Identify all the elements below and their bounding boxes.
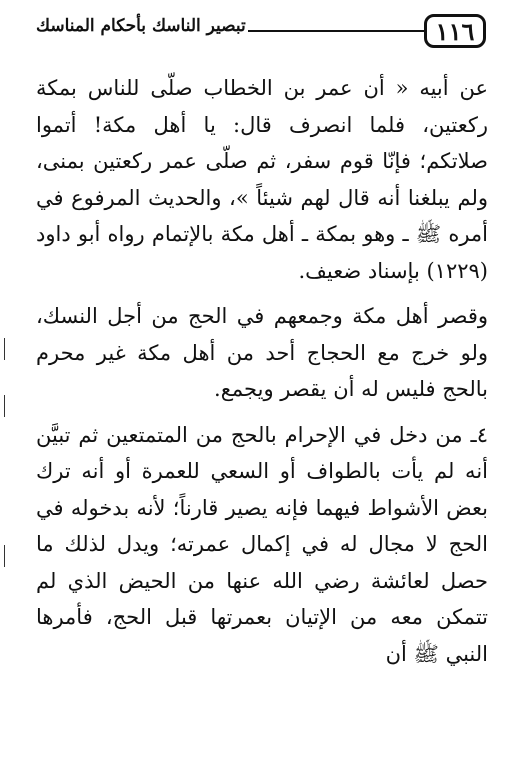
margin-mark bbox=[4, 545, 5, 567]
margin-mark bbox=[4, 395, 5, 417]
page-body bbox=[36, 70, 488, 672]
paragraph-2: وقصر أهل مكة وجمعهم في الحج من أجل النسك، ولو خرج مع الحجاج أحد من أهل مكة غير محرم بالحج فليس له أن يقصر ويجمع. bbox=[36, 304, 488, 401]
page-header bbox=[36, 12, 486, 52]
margin-mark bbox=[4, 338, 5, 360]
paragraph-1: عن أبيه « أن عمر بن الخطاب صلّى للناس بمكة ركعتين، فلما انصرف قال: يا أهل مكة! أتموا صلاتكم؛ فإنّا قوم سفر، ثم صلّى عمر ركعتين بمنى، ولم يبلغنا أنه قال لهم شيئاً »، والحديث المرفوع في أمره ﷺ ـ وهو بمكة ـ أهل مكة بالإتمام رواه أبو داود (١٢٢٩) بإسناد ضعيف. bbox=[36, 76, 488, 283]
header-rule bbox=[248, 30, 424, 32]
running-title: تبصير الناسك بأحكام المناسك bbox=[36, 16, 246, 36]
page-number: ١١٦ bbox=[424, 14, 486, 48]
paragraph-3: ٤ـ من دخل في الإحرام بالحج من المتمتعين ثم تبيَّن أنه لم يأت بالطواف أو السعي للعمرة أو أنه ترك بعض الأشواط فيهما فإنه يصير قارناً؛ لأنه بدخوله في الحج لا مجال له في إكمال عمرته؛ ويدل لذلك ما حصل لعائشة رضي الله عنها من الحيض الذي لم تتمكن معه من الإتيان بعمرتها قبل الحج، فأمرها النبي ﷺ أن bbox=[36, 422, 488, 666]
